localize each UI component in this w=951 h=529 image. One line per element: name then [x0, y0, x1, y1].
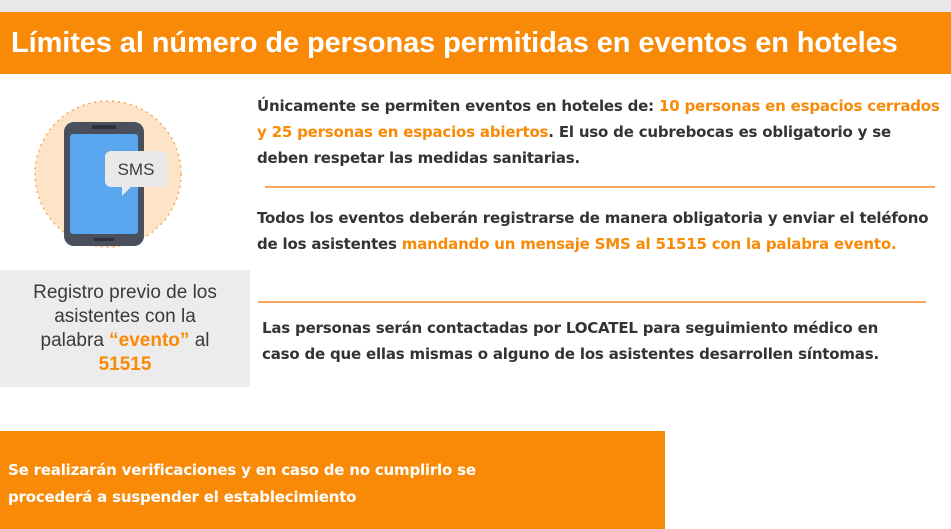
paragraph-text: . El uso de cubrebocas es obligatorio y se deben respetar las medidas sanitarias.	[257, 123, 891, 167]
paragraph-highlight: mandando un mensaje SMS al 51515 con la palabra evento.	[401, 235, 897, 253]
registration-caption	[0, 270, 250, 387]
caption-text: palabra	[40, 330, 110, 351]
caption-line: Registro previo de los	[33, 282, 217, 303]
caption-number: 51515	[98, 354, 152, 375]
paragraph-text: Únicamente se permiten eventos en hoteles de:	[257, 97, 659, 115]
banner-line: Se realizarán verificaciones y en caso de no cumplirlo se	[8, 461, 476, 479]
paragraph-text: Todos los eventos deberán registrarse de manera obligatoria y enviar el teléfono de los asistentes	[257, 209, 929, 253]
caption-line: asistentes con la	[54, 306, 196, 327]
caption-keyword: “evento”	[109, 330, 190, 351]
top-strip	[0, 0, 951, 12]
paragraph-capacity	[257, 93, 947, 171]
verification-banner	[0, 431, 665, 529]
paragraph-highlight: 10 personas en espacios cerrados y 25 personas en espacios abiertos	[257, 97, 940, 141]
divider	[258, 301, 926, 303]
paragraph-registration	[257, 205, 947, 257]
banner-line: procederá a suspender el establecimiento	[8, 488, 357, 506]
divider	[265, 186, 935, 188]
caption-line	[0, 329, 250, 353]
page-title: Límites al número de personas permitidas en eventos en hoteles	[11, 26, 898, 59]
paragraph-locatel: Las personas serán contactadas por LOCATEL para seguimiento médico en caso de que ellas mismas o alguno de los asistentes desarrollen síntomas.	[262, 319, 879, 363]
sms-label: SMS	[117, 160, 155, 179]
phone-sms-illustration	[33, 92, 188, 252]
title-banner	[0, 12, 951, 74]
phone-icon	[33, 92, 188, 252]
caption-text: al	[189, 330, 210, 351]
